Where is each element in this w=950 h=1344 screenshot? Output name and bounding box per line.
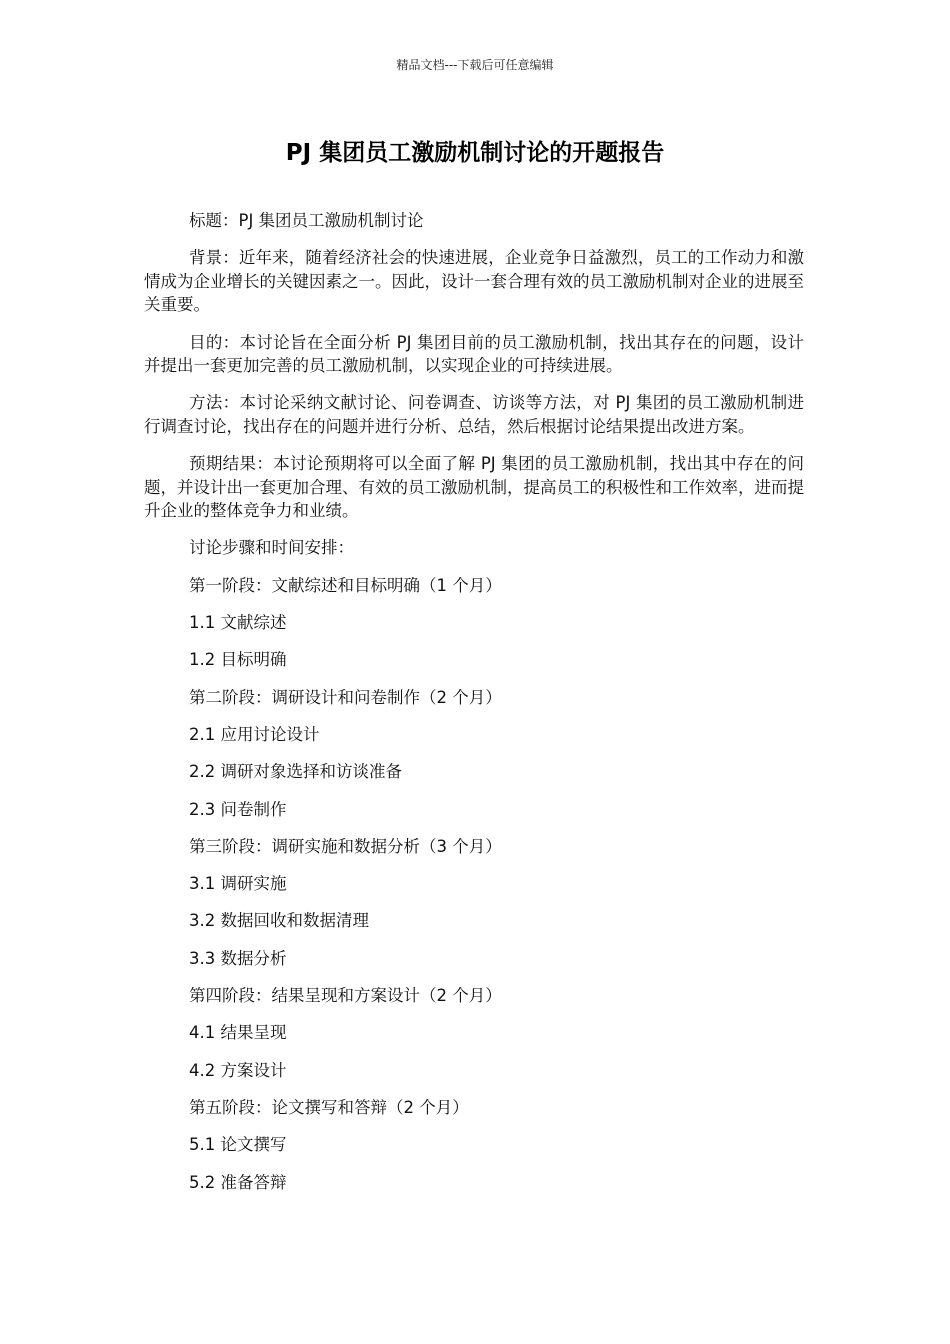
schedule-stage-5: 第五阶段：论文撰写和答辩（2 个月）	[189, 1097, 469, 1117]
paragraph-background: 背景：近年来，随着经济社会的快速进展，企业竞争日益激烈，员工的工作动力和激情成为企业增长的关键因素之一。因此，设计一套合理有效的员工激励机制对企业的进展至关重要。	[144, 248, 804, 315]
schedule-step: 1.1 文献综述	[189, 613, 287, 633]
schedule-stage-1: 第一阶段：文献综述和目标明确（1 个月）	[189, 575, 502, 595]
schedule-step: 2.1 应用讨论设计	[189, 724, 320, 744]
schedule-step: 2.3 问卷制作	[189, 799, 287, 819]
schedule-step: 4.2 方案设计	[189, 1060, 287, 1080]
schedule-step: 3.3 数据分析	[189, 948, 287, 968]
paragraph-method: 方法：本讨论采纳文献讨论、问卷调查、访谈等方法，对 PJ 集团的员工激励机制进行调查讨论，找出存在的问题并进行分析、总结，然后根据讨论结果提出改进方案。	[144, 393, 804, 436]
schedule-step: 1.2 目标明确	[189, 650, 287, 670]
document-title: PJ 集团员工激励机制讨论的开题报告	[285, 140, 665, 166]
document-body	[144, 209, 804, 1208]
schedule-step: 3.1 调研实施	[189, 874, 287, 894]
page-header-note: 精品文档---下载后可任意编辑	[396, 58, 554, 72]
paragraph-expected-results: 预期结果：本讨论预期将可以全面了解 PJ 集团的员工激励机制，找出其中存在的问题，并设计出一套更加合理、有效的员工激励机制，提高员工的积极性和工作效率，进而提升企业的整体竞争力和业绩。	[144, 454, 804, 521]
schedule-heading: 讨论步骤和时间安排：	[189, 538, 354, 558]
schedule-step: 2.2 调研对象选择和访谈准备	[189, 762, 402, 782]
schedule-step: 5.1 论文撰写	[189, 1135, 287, 1155]
schedule-stage-3: 第三阶段：调研实施和数据分析（3 个月）	[189, 836, 502, 856]
schedule-step: 3.2 数据回收和数据清理	[189, 911, 369, 931]
schedule-stage-2: 第二阶段：调研设计和问卷制作（2 个月）	[189, 687, 502, 707]
schedule-step: 4.1 结果呈现	[189, 1023, 287, 1043]
paragraph-topic: 标题：PJ 集团员工激励机制讨论	[189, 211, 424, 230]
paragraph-purpose: 目的：本讨论旨在全面分析 PJ 集团目前的员工激励机制，找出其存在的问题，设计并提出一套更加完善的员工激励机制，以实现企业的可持续进展。	[144, 332, 804, 376]
schedule-stage-4: 第四阶段：结果呈现和方案设计（2 个月）	[189, 986, 502, 1006]
schedule-step: 5.2 准备答辩	[189, 1172, 287, 1192]
